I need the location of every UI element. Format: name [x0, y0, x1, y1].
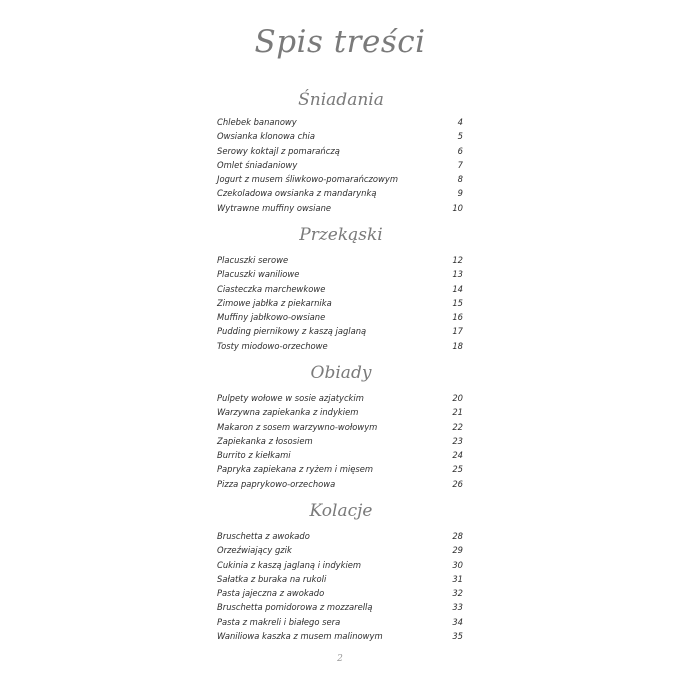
toc-entry[interactable] [217, 201, 465, 215]
entry-name: Serowy koktajl z pomarańczą [217, 145, 340, 156]
entry-page-number: 21 [452, 407, 463, 418]
toc-entry[interactable] [217, 529, 465, 543]
entry-page-number: 9 [457, 188, 463, 199]
section-heading: Przekąski [299, 225, 383, 245]
section-heading: Śniadania [298, 90, 384, 110]
page-title: Spis treści [254, 24, 426, 60]
entry-list [217, 253, 465, 353]
section-heading: Kolacje [309, 501, 373, 521]
entry-name: Pudding piernikowy z kaszą jaglaną [217, 326, 367, 337]
entry-name: Owsianka klonowa chia [217, 131, 315, 142]
entry-name: Papryka zapiekana z ryżem i mięsem [217, 464, 374, 475]
toc-entry[interactable] [217, 558, 465, 572]
entry-name: Zapiekanka z łososiem [217, 435, 313, 446]
entry-name: Omlet śniadaniowy [217, 159, 298, 170]
entry-page-number: 22 [452, 421, 463, 432]
toc-entry[interactable] [217, 391, 465, 405]
toc-entry[interactable] [217, 129, 465, 143]
toc-entry[interactable] [217, 115, 465, 129]
entry-name: Placuszki serowe [217, 255, 289, 265]
toc-entry[interactable] [217, 586, 465, 600]
entry-page-number: 12 [452, 255, 463, 265]
entry-list [217, 115, 465, 215]
entry-name: Pasta jajeczna z awokado [217, 588, 325, 599]
entry-name: Czekoladowa owsianka z mandarynką [217, 188, 377, 199]
entry-page-number: 24 [452, 450, 463, 461]
entry-page-number: 35 [452, 631, 463, 642]
toc-entry[interactable] [217, 600, 465, 614]
entry-name: Bruschetta pomidorowa z mozzarellą [217, 602, 373, 613]
entry-name: Orzeźwiający gzik [217, 545, 292, 556]
entry-page-number: 29 [452, 545, 463, 556]
entry-name: Warzywna zapiekanka z indykiem [217, 407, 359, 418]
entry-name: Ciasteczka marchewkowe [217, 283, 326, 294]
entry-page-number: 33 [452, 602, 463, 613]
entry-page-number: 14 [452, 283, 463, 294]
toc-entry[interactable] [217, 339, 465, 353]
entry-page-number: 5 [457, 131, 463, 142]
entry-page-number: 13 [452, 269, 463, 280]
entry-page-number: 15 [452, 297, 463, 308]
entry-name: Cukinia z kaszą jaglaną i indykiem [217, 559, 362, 570]
entry-name: Pulpety wołowe w sosie azjatyckim [217, 393, 364, 403]
toc-entry[interactable] [217, 324, 465, 338]
entry-page-number: 10 [452, 202, 463, 213]
section-heading: Obiady [310, 363, 372, 383]
entry-name: Jogurt z musem śliwkowo-pomarańczowym [217, 174, 399, 185]
toc-entry[interactable] [217, 253, 465, 267]
toc-entry[interactable] [217, 477, 465, 491]
section-kolacje [217, 496, 465, 643]
entry-page-number: 20 [452, 393, 463, 403]
toc-entry[interactable] [217, 615, 465, 629]
entry-name: Wytrawne muffiny owsiane [217, 202, 332, 213]
toc-entry[interactable] [217, 267, 465, 281]
toc-entry[interactable] [217, 186, 465, 200]
entry-name: Makaron z sosem warzywno-wołowym [217, 421, 378, 432]
entry-name: Tosty miodowo-orzechowe [217, 340, 328, 351]
entry-name: Sałatka z buraka na rukoli [217, 573, 327, 584]
toc-entry[interactable] [217, 282, 465, 296]
entry-page-number: 30 [452, 559, 463, 570]
entry-name: Waniliowa kaszka z musem malinowym [217, 631, 383, 642]
toc-entry[interactable] [217, 310, 465, 324]
entry-name: Chlebek bananowy [217, 117, 297, 127]
entry-page-number: 18 [452, 340, 463, 351]
toc-entry[interactable] [217, 144, 465, 158]
entry-name: Bruschetta z awokado [217, 531, 310, 541]
page-number: 2 [337, 654, 343, 664]
entry-page-number: 28 [452, 531, 463, 541]
toc-entry[interactable] [217, 420, 465, 434]
toc-entry[interactable] [217, 448, 465, 462]
toc-entry[interactable] [217, 172, 465, 186]
entry-page-number: 6 [457, 145, 463, 156]
toc-entry[interactable] [217, 158, 465, 172]
entry-page-number: 16 [452, 312, 463, 323]
toc-entry[interactable] [217, 543, 465, 557]
toc-entry[interactable] [217, 462, 465, 476]
section-obiady [217, 358, 465, 491]
entry-page-number: 4 [457, 117, 463, 127]
entry-page-number: 25 [452, 464, 463, 475]
entry-page-number: 34 [452, 616, 463, 627]
entry-name: Pasta z makreli i białego sera [217, 616, 341, 627]
section-sniadania [217, 85, 465, 215]
entry-name: Zimowe jabłka z piekarnika [217, 297, 332, 308]
entry-page-number: 23 [452, 435, 463, 446]
toc-entry[interactable] [217, 405, 465, 419]
entry-page-number: 17 [452, 326, 463, 337]
entry-page-number: 7 [457, 159, 463, 170]
entry-list [217, 391, 465, 491]
entry-name: Pizza paprykowo-orzechowa [217, 478, 336, 489]
toc-entry[interactable] [217, 296, 465, 310]
toc-entry[interactable] [217, 629, 465, 643]
entry-name: Placuszki waniliowe [217, 269, 300, 280]
section-przekaski [217, 220, 465, 353]
entry-page-number: 8 [457, 174, 463, 185]
toc-entry[interactable] [217, 434, 465, 448]
entry-list [217, 529, 465, 643]
toc-entry[interactable] [217, 572, 465, 586]
entry-page-number: 26 [452, 478, 463, 489]
entry-page-number: 32 [452, 588, 463, 599]
entry-name: Muffiny jabłkowo-owsiane [217, 312, 326, 323]
entry-page-number: 31 [452, 573, 463, 584]
entry-name: Burrito z kiełkami [217, 450, 291, 461]
